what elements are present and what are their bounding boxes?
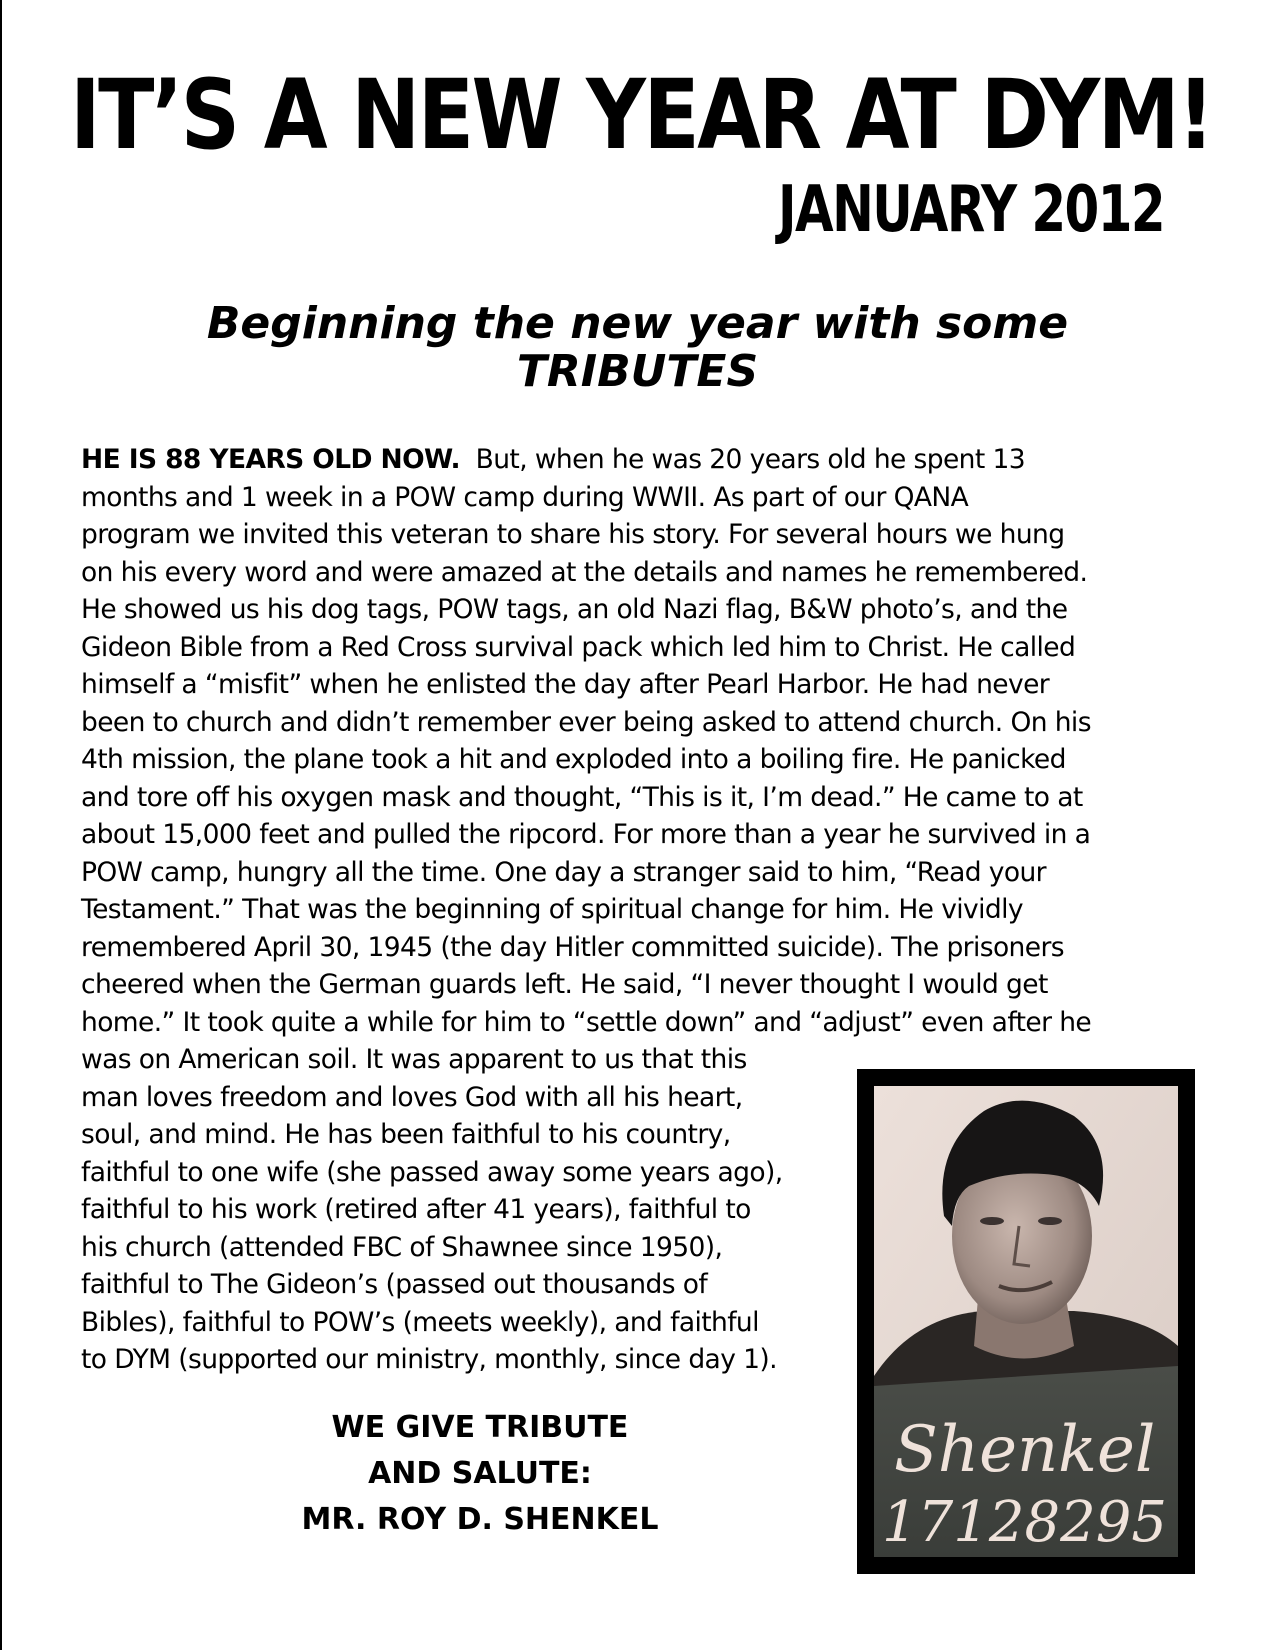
article-body-full-width	[81, 441, 1221, 1041]
article-lead: HE IS 88 YEARS OLD NOW.	[81, 444, 460, 475]
article-line: POW camp, hungry all the time. One day a stranger said to him, “Read your	[81, 856, 1046, 888]
article-line: home.” It took quite a while for him to “settle down” and “adjust” even after he	[81, 1006, 1092, 1038]
photo-frame	[857, 1069, 1195, 1574]
salute-honoree-name: MR. ROY D. SHENKEL	[301, 1502, 659, 1537]
masthead-title: IT’S A NEW YEAR AT DYM!	[70, 59, 1213, 171]
article-line: Gideon Bible from a Red Cross survival pack which led him to Christ. He called	[81, 631, 1076, 663]
article-line: soul, and mind. He has been faithful to his country,	[81, 1119, 731, 1150]
article-line: program we invited this veteran to share his story. For several hours we hung	[81, 519, 1065, 550]
article-line: Bibles), faithful to POW’s (meets weekly), and faithful	[81, 1306, 759, 1338]
salute-line-1: WE GIVE TRIBUTE	[331, 1410, 629, 1445]
sign-number-text: 17128295	[882, 1490, 1168, 1555]
article-line: been to church and didn’t remember ever being asked to attend church. On his	[81, 706, 1091, 738]
article-line: his church (attended FBC of Shawnee since 1950),	[81, 1231, 723, 1263]
article-line: Testament.” That was the beginning of spiritual change for him. He vividly	[81, 894, 1023, 925]
salute-line-2: AND SALUTE:	[368, 1456, 592, 1491]
article-line	[81, 441, 1221, 479]
article-line: and tore off his oxygen mask and thought, “This is it, I’m dead.” He came to at	[81, 781, 1083, 813]
article-line: faithful to The Gideon’s (passed out thousands of	[81, 1269, 708, 1300]
article-line: to DYM (supported our ministry, monthly, since day 1).	[81, 1344, 777, 1375]
article-line: about 15,000 feet and pulled the ripcord. For more than a year he survived in a	[81, 819, 1091, 850]
article-body-beside-photo	[81, 1041, 851, 1379]
section-heading-line-1: Beginning the new year with some	[206, 298, 1069, 349]
pow-portrait-photo	[874, 1086, 1178, 1557]
left-eye	[980, 1217, 1004, 1225]
article-line: He showed us his dog tags, POW tags, an old Nazi flag, B&W photo’s, and the	[81, 594, 1068, 625]
article-line: faithful to his work (retired after 41 years), faithful to	[81, 1194, 751, 1225]
sign-name-text: Shenkel	[894, 1413, 1156, 1487]
issue-date: JANUARY 2012	[778, 173, 1165, 247]
article-line: himself a “misfit” when he enlisted the day after Pearl Harbor. He had never	[81, 669, 1050, 700]
tribute-salute	[200, 1405, 760, 1543]
portrait-illustration	[874, 1086, 1178, 1557]
section-heading-line-2: TRIBUTES	[516, 346, 759, 397]
article-line: was on American soil. It was apparent to us that this	[81, 1044, 747, 1075]
article-line: man loves freedom and loves God with all his heart,	[81, 1081, 743, 1113]
article-line: months and 1 week in a POW camp during WWII. As part of our QANA	[81, 481, 969, 513]
article-line: 4th mission, the plane took a hit and exploded into a boiling fire. He panicked	[81, 744, 1066, 775]
right-eye	[1038, 1217, 1062, 1225]
article-line: remembered April 30, 1945 (the day Hitler committed suicide). The prisoners	[81, 931, 1064, 963]
section-heading	[150, 300, 1125, 396]
article-line: cheered when the German guards left. He said, “I never thought I would get	[81, 969, 1048, 1000]
article-line-text: But, when he was 20 years old he spent 13	[459, 444, 1026, 475]
left-page-edge-rule	[0, 0, 2, 1650]
article-line: faithful to one wife (she passed away some years ago),	[81, 1156, 783, 1188]
article-line: on his every word and were amazed at the details and names he remembered.	[81, 556, 1088, 588]
